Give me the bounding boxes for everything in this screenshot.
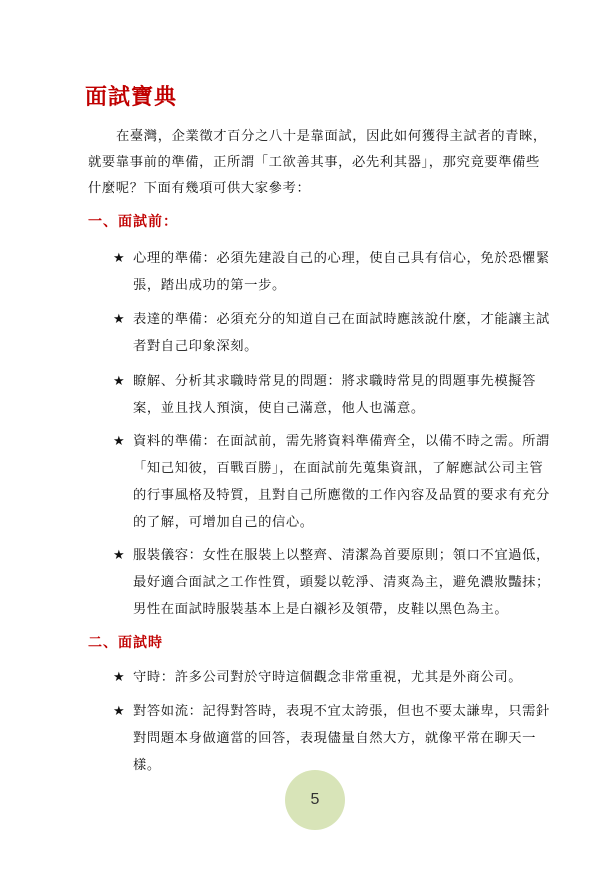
list-item-common-questions [113, 368, 553, 422]
section-heading-before-interview: 一、面試前： [88, 214, 178, 230]
list-item-text: 服裝儀容：女性在服裝上以整齊、清潔為首要原則；領口不宜過低，最好適合面試之工作性質，頭髮以乾淨、清爽為主，避免濃妝豔抹；男性在面試時服裝基本上是白襯衫及領帶，皮鞋以黑色為主。 [133, 548, 550, 617]
list-item-mental-preparation [113, 245, 553, 299]
star-bullet-icon: ★ [113, 548, 126, 563]
list-item-text: 資料的準備：在面試前，需先將資料準備齊全，以備不時之需。所謂「知己知彼，百戰百勝」，在面試前先蒐集資訊，了解應試公司主管的行事風格及特質，且對自己所應徵的工作內容及品質的要求有充分的了解，可增加自己的信心。 [133, 434, 550, 530]
page-number: 5 [310, 791, 320, 808]
list-item-attire [113, 542, 553, 623]
star-bullet-icon: ★ [113, 312, 126, 327]
list-item-text: 守時：許多公司對於守時這個觀念非常重視，尤其是外商公司。 [133, 670, 523, 685]
page-number-badge [285, 770, 345, 830]
star-bullet-icon: ★ [113, 704, 126, 719]
list-item-material-preparation [113, 428, 553, 536]
star-bullet-icon: ★ [113, 434, 126, 449]
star-bullet-icon: ★ [113, 374, 126, 389]
list-item-punctuality [113, 664, 553, 691]
page-title: 面試寶典 [85, 84, 178, 110]
list-item-text: 心理的準備：必須先建設自己的心理，使自己具有信心，免於恐懼緊張，踏出成功的第一步。 [133, 251, 550, 293]
list-item-text: 對答如流：記得對答時，表現不宜太誇張，但也不要太謙卑，只需針對問題本身做適當的回答，表現儘量自然大方，就像平常在聊天一樣。 [133, 704, 550, 773]
section-heading-during-interview: 二、面試時 [88, 635, 163, 651]
star-bullet-icon: ★ [113, 670, 126, 685]
intro-paragraph: 在臺灣，企業徵才百分之八十是靠面試，因此如何獲得主試者的青睞，就要靠事前的準備，正所謂「工欲善其事，必先利其器」，那究竟要準備些什麼呢？下面有幾項可供大家參考： [88, 129, 547, 196]
list-item-text: 表達的準備：必須充分的知道自己在面試時應該說什麼，才能讓主試者對自己印象深刻。 [133, 312, 550, 354]
list-item-text: 瞭解、分析其求職時常見的問題：將求職時常見的問題事先模擬答案，並且找人預演，使自己滿意，他人也滿意。 [133, 374, 537, 416]
list-item-expression-preparation [113, 306, 553, 360]
star-bullet-icon: ★ [113, 251, 126, 266]
list-item-fluent-answers [113, 698, 553, 779]
